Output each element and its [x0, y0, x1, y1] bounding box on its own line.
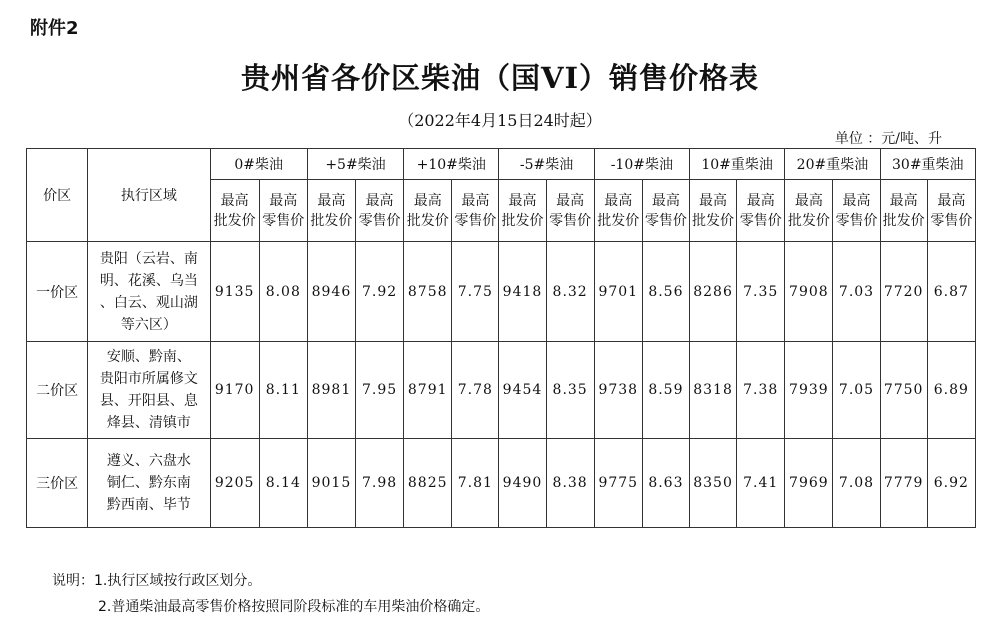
unit-label: 单位 ：元/吨、升 — [834, 131, 942, 147]
subheader-wholesale: 最高 批发价 — [785, 180, 833, 242]
retail-price-cell: 8.56 — [642, 242, 689, 342]
header-fuel: -10#柴油 — [594, 149, 689, 180]
page-title: 贵州省各价区柴油（国VI）销售价格表 — [240, 61, 760, 95]
retail-price-cell: 7.35 — [737, 242, 785, 342]
wholesale-price-cell: 7750 — [880, 342, 927, 439]
wholesale-price-cell: 8758 — [404, 242, 452, 342]
header-fuel: 20#重柴油 — [785, 149, 880, 180]
wholesale-price-cell: 9170 — [210, 342, 259, 439]
retail-price-cell: 8.11 — [259, 342, 307, 439]
header-area: 执行区域 — [88, 149, 210, 242]
wholesale-price-cell: 9135 — [210, 242, 259, 342]
wholesale-price-cell: 8946 — [307, 242, 355, 342]
subheader-retail: 最高 零售价 — [737, 180, 785, 242]
wholesale-price-cell: 9205 — [210, 439, 259, 528]
table-row — [27, 342, 976, 439]
area-line: 等六区） — [120, 316, 177, 333]
retail-price-cell: 7.75 — [452, 242, 499, 342]
wholesale-price-cell: 7779 — [880, 439, 927, 528]
wholesale-price-cell: 9418 — [499, 242, 546, 342]
effective-date: （2022年4月15日24时起） — [398, 111, 602, 130]
wholesale-price-cell: 9738 — [594, 342, 642, 439]
header-fuel: -5#柴油 — [499, 149, 594, 180]
retail-price-cell: 8.38 — [546, 439, 594, 528]
wholesale-price-cell: 7969 — [785, 439, 833, 528]
wholesale-price-cell: 8791 — [404, 342, 452, 439]
area-line: 烽县、清镇市 — [106, 415, 191, 431]
subheader-wholesale: 最高 批发价 — [594, 180, 642, 242]
area-cell — [88, 342, 210, 439]
header-fuel: +5#柴油 — [307, 149, 403, 180]
header-fuel: 0#柴油 — [210, 149, 307, 180]
retail-price-cell: 7.95 — [356, 342, 404, 439]
retail-price-cell: 8.32 — [546, 242, 594, 342]
header-region: 价区 — [27, 149, 88, 242]
subheader-retail: 最高 零售价 — [546, 180, 594, 242]
retail-price-cell: 7.03 — [833, 242, 880, 342]
retail-price-cell: 8.14 — [259, 439, 307, 528]
attachment-label: 附件2 — [30, 18, 79, 39]
subheader-retail: 最高 零售价 — [259, 180, 307, 242]
price-table — [26, 148, 976, 528]
wholesale-price-cell: 8286 — [689, 242, 736, 342]
retail-price-cell: 6.89 — [927, 342, 975, 439]
wholesale-price-cell: 8981 — [307, 342, 355, 439]
retail-price-cell: 7.81 — [452, 439, 499, 528]
header-fuel: 10#重柴油 — [689, 149, 784, 180]
table-row — [27, 242, 976, 342]
retail-price-cell: 8.08 — [259, 242, 307, 342]
retail-price-cell: 7.78 — [452, 342, 499, 439]
region-cell: 三价区 — [27, 439, 88, 528]
wholesale-price-cell: 7720 — [880, 242, 927, 342]
wholesale-price-cell: 7908 — [785, 242, 833, 342]
header-fuel: +10#柴油 — [404, 149, 499, 180]
header-fuel: 30#重柴油 — [880, 149, 975, 180]
wholesale-price-cell: 9775 — [594, 439, 642, 528]
subheader-wholesale: 最高 批发价 — [307, 180, 355, 242]
area-line: 贵阳市所属修文 — [99, 371, 198, 387]
area-line: 遵义、六盘水 — [106, 453, 191, 469]
wholesale-price-cell: 8350 — [689, 439, 736, 528]
retail-price-cell: 8.63 — [642, 439, 689, 528]
wholesale-price-cell: 9454 — [499, 342, 546, 439]
retail-price-cell: 7.08 — [833, 439, 880, 528]
region-cell: 二价区 — [27, 342, 88, 439]
area-cell — [88, 242, 210, 342]
area-line: 安顺、黔南、 — [106, 349, 191, 365]
retail-price-cell: 6.92 — [927, 439, 975, 528]
wholesale-price-cell: 9015 — [307, 439, 355, 528]
subheader-retail: 最高 零售价 — [356, 180, 404, 242]
area-line: 铜仁、黔东南 — [106, 475, 191, 491]
area-line: 县、开阳县、息 — [99, 393, 198, 409]
retail-price-cell: 8.35 — [546, 342, 594, 439]
notes — [52, 568, 489, 620]
area-line: 黔西南、毕节 — [106, 497, 191, 513]
area-line: 贵阳（云岩、南 — [99, 250, 198, 267]
subheader-wholesale: 最高 批发价 — [689, 180, 736, 242]
subheader-wholesale: 最高 批发价 — [404, 180, 452, 242]
area-line: 、白云、观山湖 — [99, 294, 198, 311]
region-cell: 一价区 — [27, 242, 88, 342]
wholesale-price-cell: 9490 — [499, 439, 546, 528]
area-line: 明、花溪、乌当 — [99, 272, 198, 289]
subheader-wholesale: 最高 批发价 — [210, 180, 259, 242]
wholesale-price-cell: 9701 — [594, 242, 642, 342]
retail-price-cell: 7.92 — [356, 242, 404, 342]
note-1: 说明：1.执行区域按行政区划分。 — [52, 573, 262, 589]
table-row — [27, 439, 976, 528]
subheader-retail: 最高 零售价 — [642, 180, 689, 242]
retail-price-cell: 8.59 — [642, 342, 689, 439]
subheader-retail: 最高 零售价 — [452, 180, 499, 242]
retail-price-cell: 6.87 — [927, 242, 975, 342]
subheader-wholesale: 最高 批发价 — [499, 180, 546, 242]
subheader-retail: 最高 零售价 — [833, 180, 880, 242]
note-2: 2.普通柴油最高零售价格按照同阶段标准的车用柴油价格确定。 — [98, 599, 490, 615]
retail-price-cell: 7.05 — [833, 342, 880, 439]
subheader-wholesale: 最高 批发价 — [880, 180, 927, 242]
wholesale-price-cell: 8825 — [404, 439, 452, 528]
subheader-retail: 最高 零售价 — [927, 180, 975, 242]
wholesale-price-cell: 8318 — [689, 342, 736, 439]
retail-price-cell: 7.98 — [356, 439, 404, 528]
area-cell — [88, 439, 210, 528]
wholesale-price-cell: 7939 — [785, 342, 833, 439]
retail-price-cell: 7.41 — [737, 439, 785, 528]
retail-price-cell: 7.38 — [737, 342, 785, 439]
